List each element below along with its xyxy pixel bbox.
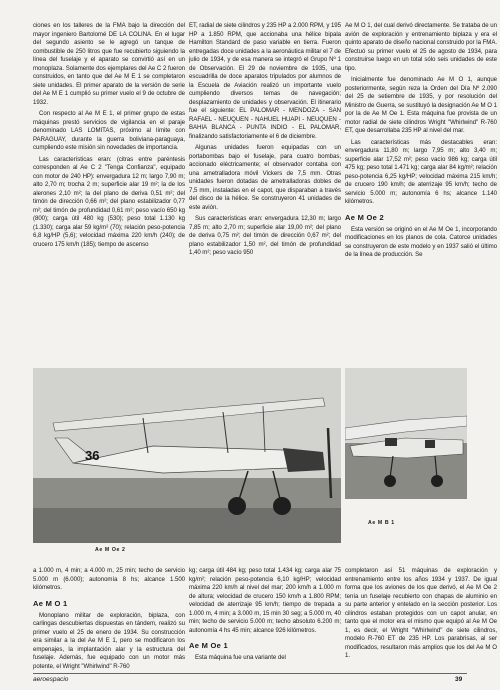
paragraph: kg; carga útil 484 kg; peso total 1.434 kg; carga alar 75 kg/m²; relación peso-potencia 6,10 kg/HP; velocidad máxima 220 km/h al nivel del mar; 200 km/h a 1.000 m de altura; velocidad de crucero 150 km/h a 1.800 RPM; velocidad de aterrizaje 95 km/h; tiempo de trepada a 1.000 m, 4 min; a 3.000 m, 15 min 30 seg; a 5.000 m, 40 min; techo de servicio 5.000 m; techo absoluto 6.200 m; autonomía 4 hs 45 min; alcance 926 kilómetros. <box>189 567 341 634</box>
section-heading: Ae M O 1 <box>33 598 68 608</box>
photo-caption-right: Ae M B 1 <box>368 520 395 526</box>
section-heading: Ae M Oe 2 <box>345 212 384 222</box>
aircraft-photo-ae-m-oe-2 <box>33 368 341 543</box>
text-column-bottom-1 <box>33 567 185 674</box>
paragraph: Ae M O 1, del cual derivó directamente. Se trataba de un avión de exploración y entrenamiento biplaza y era el quinto aparato de diseño nacional construido por la FMA. Efectuó su primer vuelo el 25 de agosto de 1934, para construirse luego en un total sólo seis unidades de este tipo. <box>345 22 497 72</box>
paragraph: Con respecto al Ae M E 1, el primer grupo de estas máquinas prestó servicios de vigilancia en el paraje denominado LAS LOMITAS, próximo al límite con PARAGUAY, durante la guerra boliviana-paraguaya, cumpliendo este misión sin novedades de importancia. <box>33 110 185 151</box>
paragraph: Algunas unidades fueron equipadas con un portabombas bajo el fuselaje, para cuatro bombas, accionado eléctricamente; el observador contaba con una ametralladora móvil Vickers de 7,5 mm. Otras unidades fueron dotadas de ametralladoras dobles de 7,5 mm, instaladas en el capot, que disparaban a través del disco de la hélice. Se construyeron 41 unidades de este avión. <box>189 144 341 211</box>
paragraph: Las características más destacables eran: envergadura 11,80 m; largo 7,95 m; alto 3,40 m; superficie alar 17,52 m²; peso vacío 986 kg; carga útil 475 kg; peso total 1.471 kg; carga alar 84 kg/m²; relación peso-potencia 6,25 kg/HP; velocidad máxima 215 km/h; de crucero 190 km/h; de aterrizaje 95 km/h; techo de servicio 5.000 m; autonomía 6 hs; alcance 1.140 kilómetros. <box>345 138 497 205</box>
paragraph: ET, radial de siete cilindros y 235 HP a 2.000 RPM, y 195 HP a 1.850 RPM, que accionaba una hélice bipala Hamilton Standard de paso variable en tierra. Fueron entregadas doce unidades a la aeronáutica militar el 7 de julio de 1934, y de esa manera se integró el Grupo Nº 1 de Observación. El 29 de noviembre de 1935, una escuadrilla de doce aparatos tripulados por alumnos de la Escuela de Aviación realizó un importante vuelo cumpliendo diversos temas de navegación; desplazamiento de unidades y observación. El itinerario fue el siguiente: EL PALOMAR - MENDOZA - SAN RAFAEL - NEUQUEN - NAHUEL HUAPI - NEUQUEN - BAHIA BLANCA - PUNTA INDIO - EL PALOMAR, finalizando satisfactoriamente el 6 de diciembre. <box>189 22 341 140</box>
aircraft-number-marking: 36 <box>85 448 100 463</box>
magazine-name: aeroespacio <box>33 676 69 683</box>
text-column-2 <box>189 22 341 261</box>
paragraph: Esta versión se originó en el Ae M Oe 1, incorporando modificaciones en los planos de cola. Catorce unidades se construyeron de este modelo y en 1937 salió el último de la línea de producción. Se <box>345 225 497 258</box>
aircraft-photo-ae-m-b-1 <box>345 368 467 499</box>
paragraph: Inicialmente fue denominado Ae M O 1, aunque posteriormente, según reza la Orden del Día Nº 2.090 del 25 de setiembre de 1935, y por resolución del Ministro de Guerra, se sustituyó la designación Ae M O 1 por la de Ae M Oe 1. Esta máquina fue provista de un motor radial de siete cilindros Wright "Whirlwind" R-760 ET, que desarrollaba 235 HP al nivel del mar. <box>345 76 497 134</box>
text-column-3 <box>345 22 497 263</box>
aircraft-illustration-right <box>345 368 467 499</box>
paragraph: Esta máquina fue una variante del <box>195 654 286 661</box>
paragraph: completaron así 51 máquinas de exploración y entrenamiento entre los años 1934 y 1937. De igual forma que los aviones de los que derivó, el Ae M Oe 2 tenía un fuselaje recubierto con chapas de aluminio en su parte anterior y entelado en la sección posterior. Los cilindros estaban protegidos con un capot anular, en tanto que el motor era el mismo que equipó al Ae M Oe 1, es decir, el Wright "Whirlwind" de siete cilindros, modelo R-760 ET de 235 HP. Los parabrisas, al ser modificados, resultaron más amplios que los del Ae M O 1. <box>345 567 497 659</box>
text-column-bottom-2 <box>189 567 341 666</box>
photo-caption-left: Ae M Oe 2 <box>95 547 126 553</box>
text-column-1 <box>33 22 185 252</box>
paragraph: Sus características eran: envergadura 12,30 m; largo 7,85 m; alto 2,70 m; superficie alar 19,00 m²; del plano de deriva 0,75 m²; del timón de dirección 0,67 m²; del plano estabilizador 1,50 m², del timón de profundidad 1,40 m²; peso vacío 950 <box>189 215 341 256</box>
aircraft-illustration <box>33 368 341 543</box>
paragraph: a 1.000 m, 4 min; a 4.000 m, 25 min; techo de servicio 5.000 m (6.000); autonomía 8 hs; alcance 1.500 kilómetros. <box>33 567 185 591</box>
paragraph: Las características eran: (citras entre paréntesis corresponden al Ae C 2 "Tenga Confianza", equipado con motor de 240 HP): envergadura 12 m; largo 7,90 m; alto 2,70 m; trocha 2 m; superficie alar 19 m²; la de los alerones 2,10 m²; la del plano de deriva 0,51 m²; del timón de dirección 0,66 m²; del plano estabilizador 0,77 m²; del timón de profundidad 0,61 m²; peso vacío 650 kg (800); carga útil 480 kg (530); peso total 1.130 kg (1.330); carga alar 59 kg/m² (70); relación peso-potencia 6,8 kg/HP (5,6); velocidad máxima 220 km/h (240); de crucero 175 km/h (185); tiempo de ascenso <box>33 155 185 248</box>
paragraph: Monoplano militar de exploración, biplaza, con carlingas descubiertas dispuestas en tándem, realizó su primer vuelo el 25 de enero de 1934. Su construcción era similar a la del Ae M E 1, pero se modificaron los empenajes, la implantación alar y la estructura del fuselaje. Además, fue equipado con un motor más potente, el Wright "Whirlwind" R-760 <box>33 611 185 670</box>
page-number: 39 <box>455 676 463 683</box>
section-heading: Ae M Oe 1 <box>189 641 228 650</box>
paragraph: ciones en los talleres de la FMA bajo la dirección del mayor ingeniero Bartolomé DE LA COLINA. En el lugar del segundo asiento se le agregó un tanque de combustible de 250 litros que fue recubierto siguiendo la línea del fuselaje y el aparato se convirtió así en un monoplaza. Solamente dos ejemplares del Ae C 2 fueron construidos, en tanto que del Ae M E 1 se completaron siete unidades. El primer aparato de la versión de serie del Ae M E 1 cumplió su primer vuelo el 9 de octubre de 1932. <box>33 22 185 106</box>
text-column-bottom-3 <box>345 567 497 664</box>
footer-rule <box>33 673 467 674</box>
